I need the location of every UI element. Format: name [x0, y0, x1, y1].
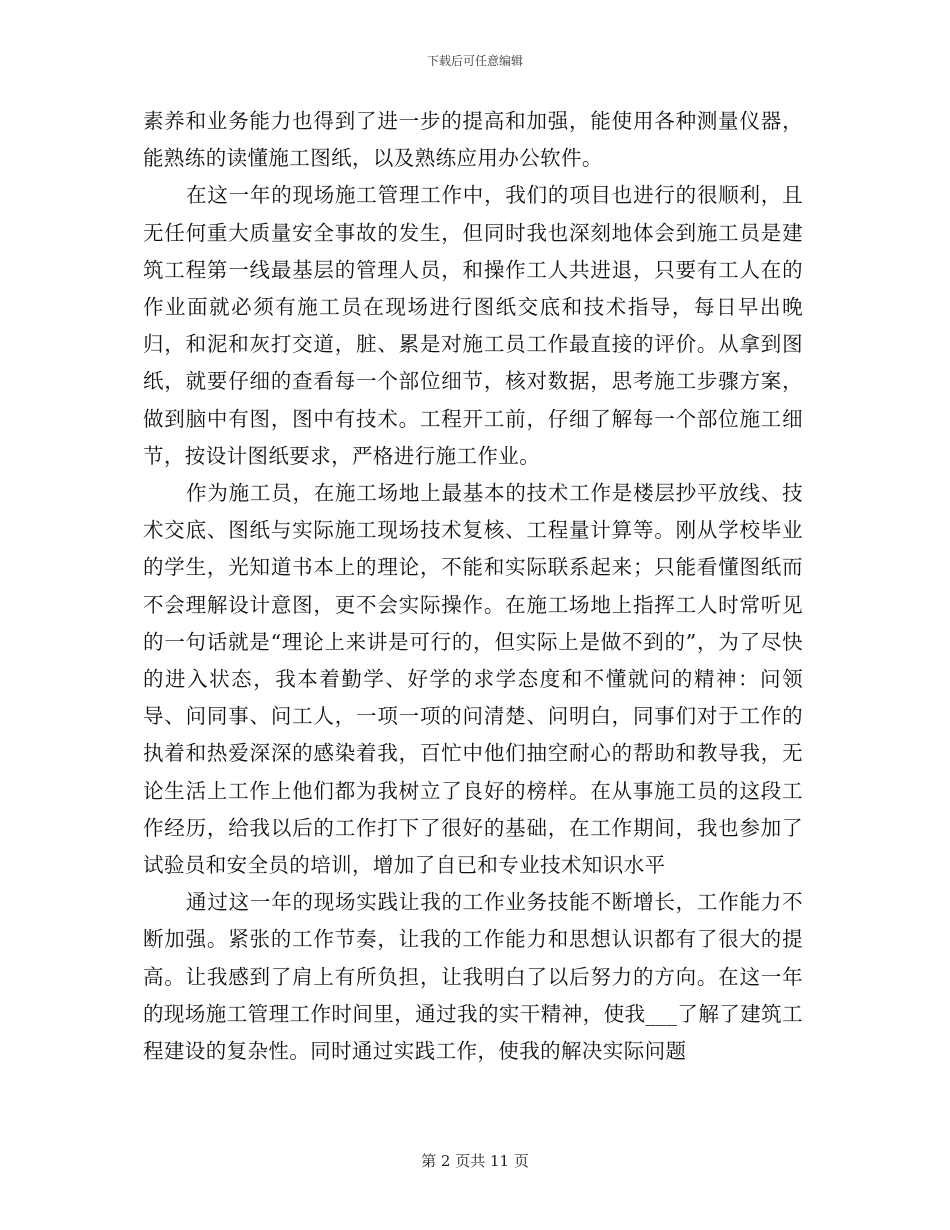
paragraph-4: 通过这一年的现场实践让我的工作业务技能不断增长，工作能力不断加强。紧张的工作节奏，让我的工作能力和思想认识都有了很大的提高。让我感到了肩上有所负担，让我明白了以后努力的方向。在这一年的现场施工管理工作时间里，通过我的实干精神，使我___了解了建筑工程建设的复杂性。同时通过实践工作，使我的解决实际问题 — [143, 890, 803, 1064]
paragraph-1: 素养和业务能力也得到了进一步的提高和加强，能使用各种测量仪器，能熟练的读懂施工图纸，以及熟练应用办公软件。 — [143, 109, 803, 171]
page-header: 下载后可任意编辑 — [426, 54, 523, 68]
paragraph-3: 作为施工员，在施工场地上最基本的技术工作是楼层抄平放线、技术交底、图纸与实际施工现场技术复核、工程量计算等。刚从学校毕业的学生，光知道书本上的理论，不能和实际联系起来；只能看懂图纸而不会理解设计意图，更不会实际操作。在施工场地上指挥工人时常听见的一句话就是“理论上来讲是可行的，但实际上是做不到的”，为了尽快的进入状态，我本着勤学、好学的求学态度和不懂就问的精神：问领导、问同事、问工人，一项一项的问清楚、问明白，同事们对于工作的执着和热爱深深的感染着我，百忙中他们抽空耐心的帮助和教导我，无论生活上工作上他们都为我树立了良好的榜样。在从事施工员的这段工作经历，给我以后的工作打下了很好的基础，在工作期间，我也参加了试验员和安全员的培训，增加了自已和专业技术知识水平 — [143, 481, 803, 878]
paragraph-2: 在这一年的现场施工管理工作中，我们的项目也进行的很顺利，且无任何重大质量安全事故的发生，但同时我也深刻地体会到施工员是建筑工程第一线最基层的管理人员，和操作工人共进退，只要有工人在的作业面就必须有施工员在现场进行图纸交底和技术指导，每日早出晚归，和泥和灰打交道，脏、累是对施工员工作最直接的评价。从拿到图纸，就要仔细的查看每一个部位细节，核对数据，思考施工步骤方案，做到脑中有图，图中有技术。工程开工前，仔细了解每一个部位施工细节，按设计图纸要求，严格进行施工作业。 — [143, 183, 803, 468]
document-body — [143, 103, 803, 1070]
page-number-footer: 第 2 页共 11 页 — [421, 1152, 529, 1170]
